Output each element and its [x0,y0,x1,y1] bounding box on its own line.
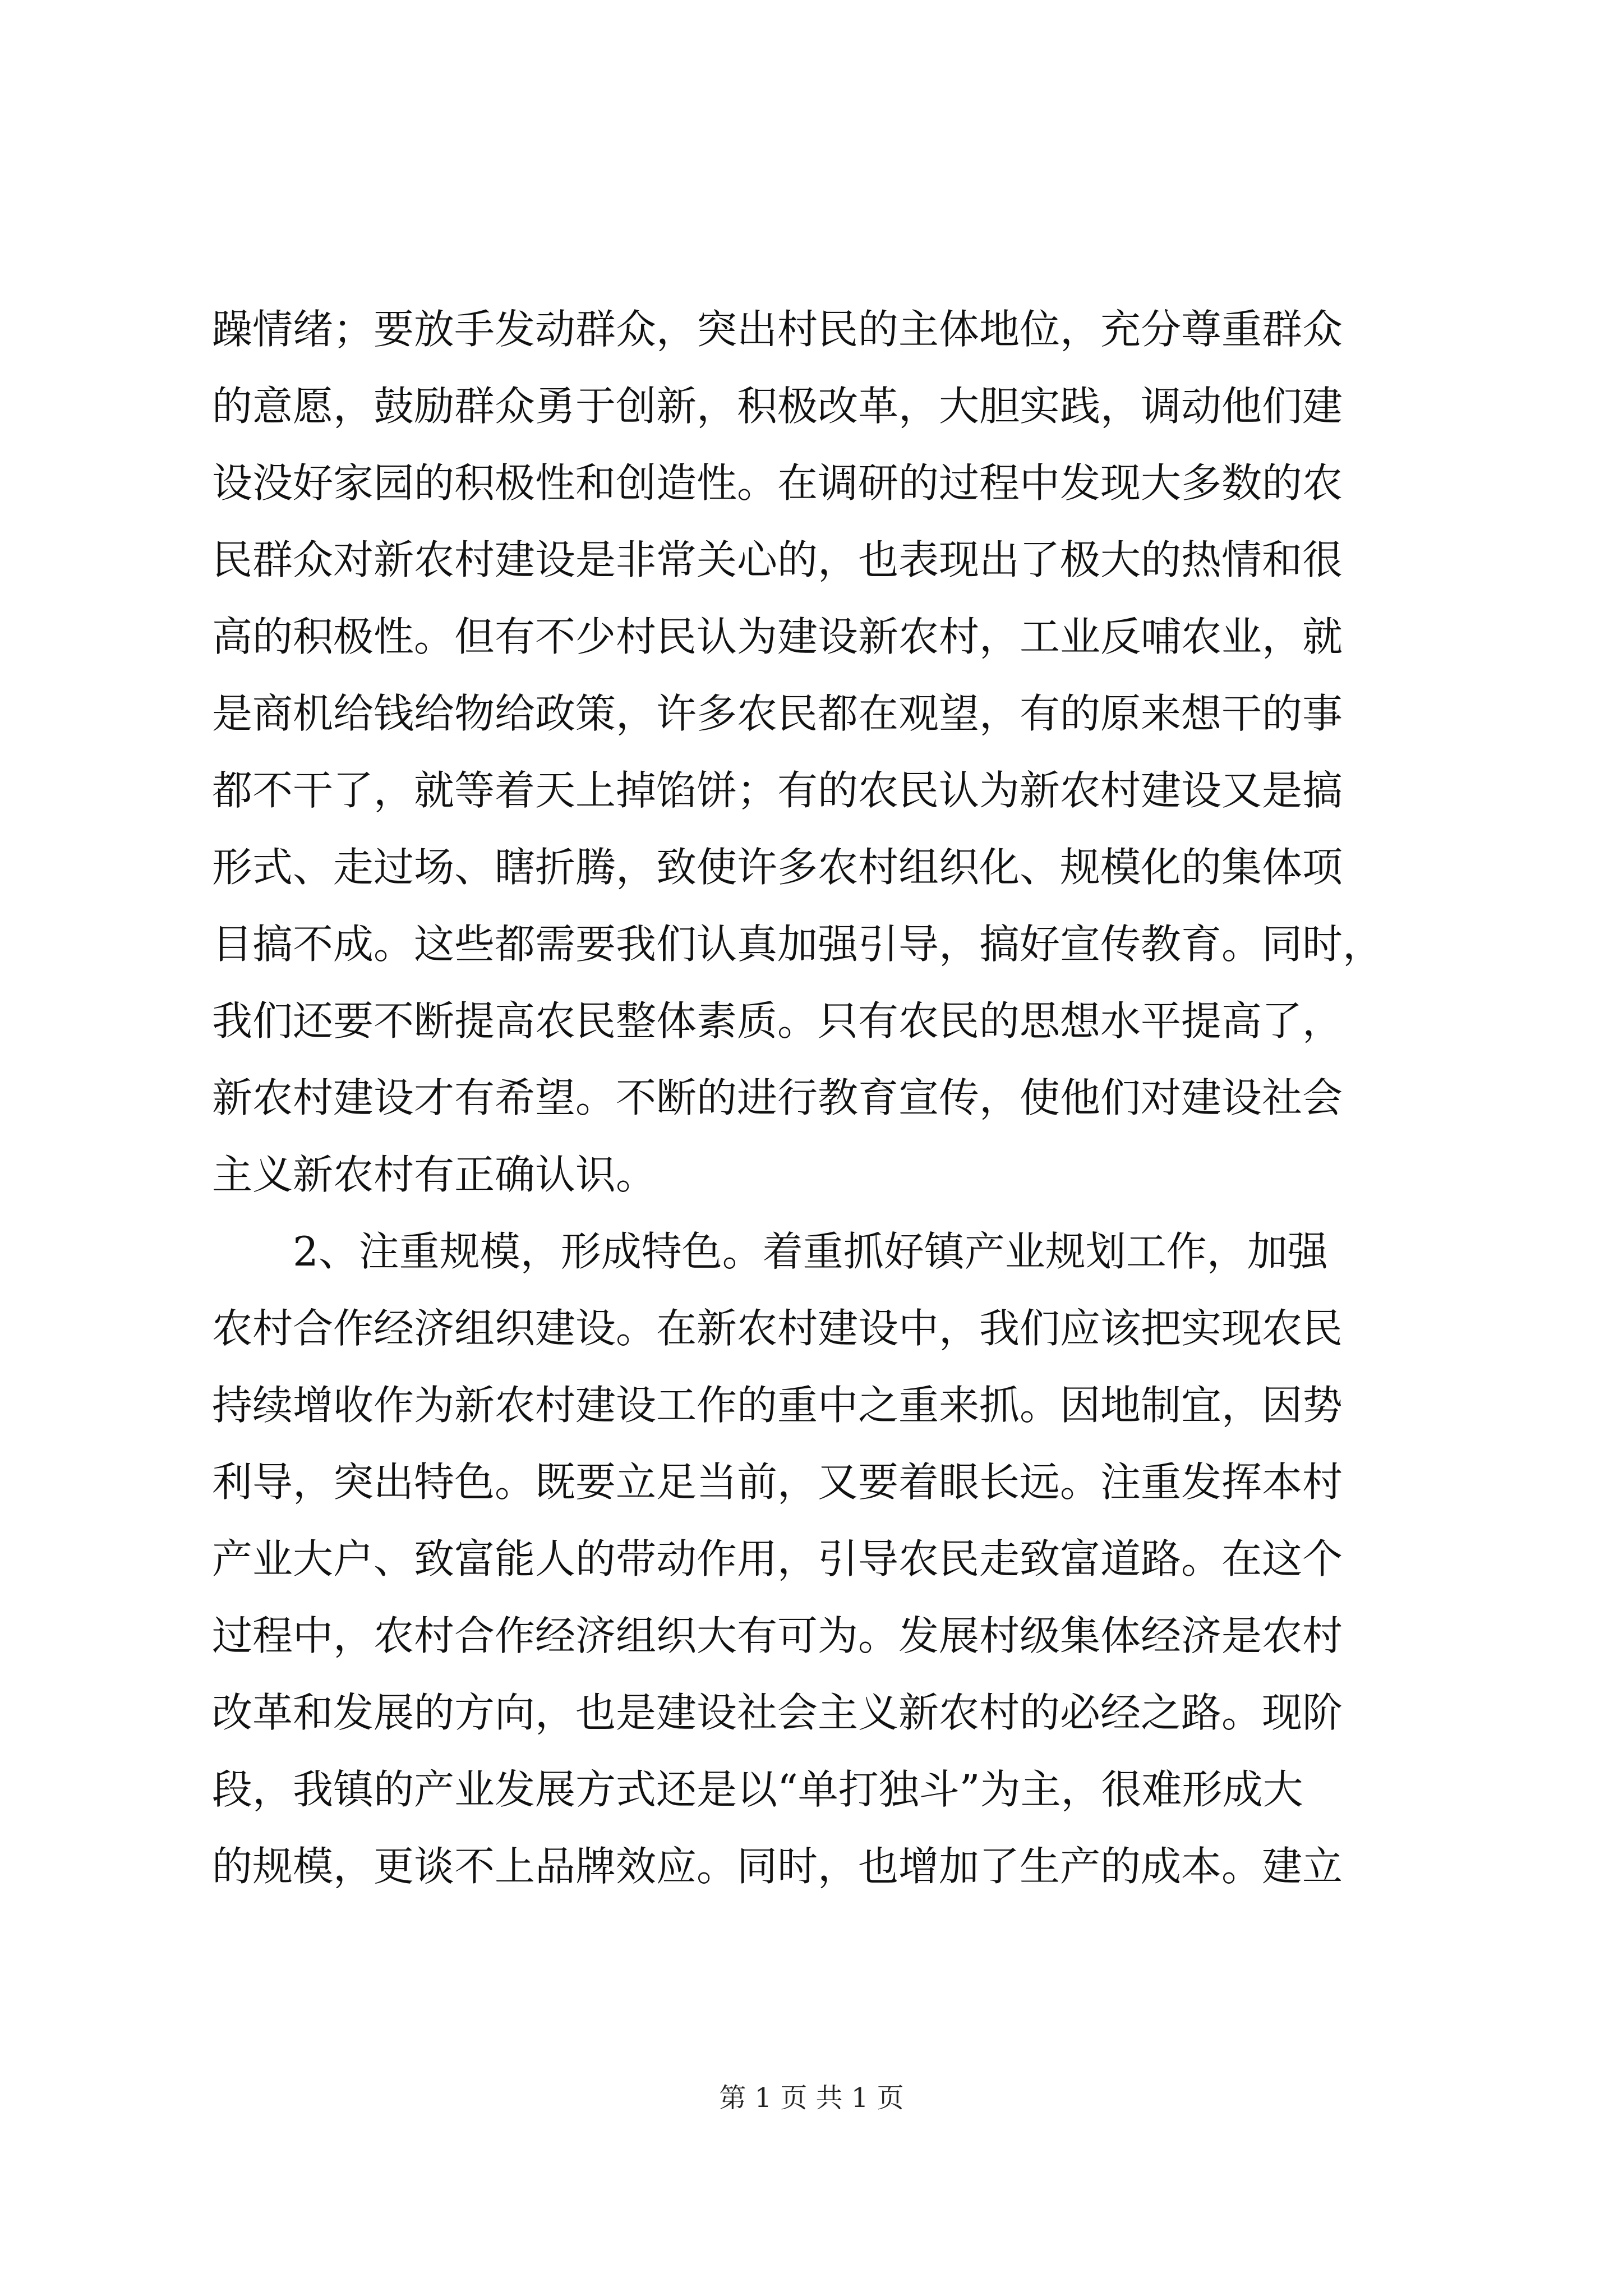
text-line: 都不干了，就等着天上掉馅饼；有的农民认为新农村建设又是搞 [212,767,1343,814]
paragraph-start-line: 2、注重规模，形成特色。着重抓好镇产业规划工作，加强 [293,1228,1328,1275]
text-line: 目搞不成。这些都需要我们认真加强引导，搞好宣传教育。同时， [212,921,1384,968]
text-line: 段，我镇的产业发展方式还是以“单打独斗”为主，很难形成大 [212,1766,1303,1813]
text-line: 改革和发展的方向，也是建设社会主义新农村的必经之路。现阶 [212,1689,1343,1736]
text-line: 持续增收作为新农村建设工作的重中之重来抓。因地制宜，因势 [212,1382,1343,1429]
text-line: 是商机给钱给物给政策，许多农民都在观望，有的原来想干的事 [212,690,1343,737]
text-line: 设没好家园的积极性和创造性。在调研的过程中发现大多数的农 [212,459,1343,507]
text-line: 我们还要不断提高农民整体素质。只有农民的思想水平提高了， [212,997,1343,1045]
text-line: 的意愿，鼓励群众勇于创新，积极改革，大胆实践，调动他们建 [212,383,1343,430]
text-line: 的规模，更谈不上品牌效应。同时，也增加了生产的成本。建立 [212,1843,1343,1890]
text-line: 农村合作经济组织建设。在新农村建设中，我们应该把实现农民 [212,1305,1343,1352]
text-line: 形式、走过场、瞎折腾，致使许多农村组织化、规模化的集体项 [212,844,1343,891]
text-line: 高的积极性。但有不少村民认为建设新农村，工业反哺农业，就 [212,613,1343,660]
text-line: 产业大户、致富能人的带动作用，引导农民走致富道路。在这个 [212,1535,1343,1582]
text-line: 新农村建设才有希望。不断的进行教育宣传，使他们对建设社会 [212,1074,1343,1121]
text-line: 民群众对新农村建设是非常关心的，也表现出了极大的热情和很 [212,536,1343,583]
text-line: 躁情绪；要放手发动群众，突出村民的主体地位，充分尊重群众 [212,306,1343,353]
page-footer: 第 1 页 共 1 页 [719,2082,904,2114]
text-line: 主义新农村有正确认识。 [212,1151,657,1198]
text-line: 利导，突出特色。既要立足当前，又要着眼长远。注重发挥本村 [212,1458,1343,1506]
text-line: 过程中，农村合作经济组织大有可为。发展村级集体经济是农村 [212,1612,1343,1659]
